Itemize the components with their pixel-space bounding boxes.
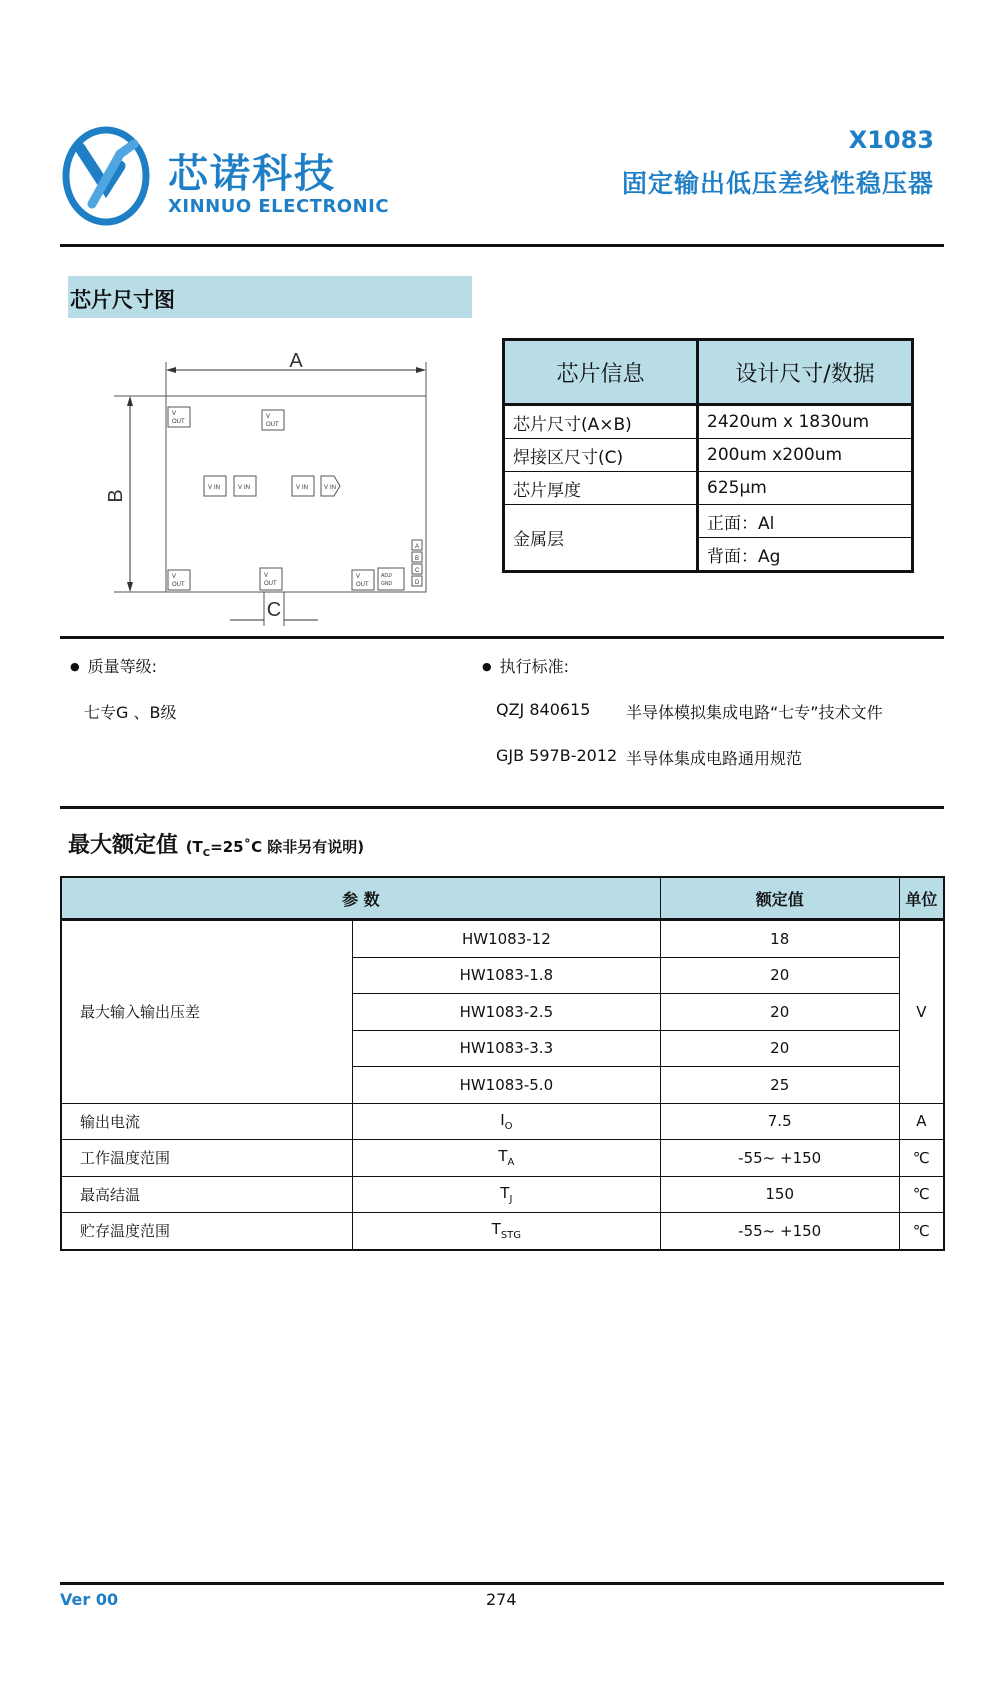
ratings-head-unit: 单位: [899, 877, 944, 920]
table-row: [504, 505, 913, 538]
pad-label: OUT: [356, 582, 369, 588]
brand-name-cn: 芯诺科技: [168, 151, 336, 197]
version-label: Ver 00: [60, 1590, 119, 1609]
ratings-unit: A: [899, 1103, 944, 1140]
corner-mark: B: [415, 556, 420, 562]
symbol-main: T: [500, 1183, 510, 1202]
pad-label: V: [172, 574, 177, 580]
table-row: [504, 405, 913, 439]
ratings-value: 7.5: [660, 1103, 899, 1140]
chip-info-label: 芯片厚度: [504, 472, 698, 505]
dim-label-a: A: [289, 350, 303, 372]
corner-mark: A: [415, 544, 420, 550]
pad-label: V: [264, 573, 269, 579]
table-row: [61, 920, 944, 958]
dim-label-c: C: [266, 599, 282, 621]
ratings-unit: ℃: [899, 1140, 944, 1177]
ratings-label: 最高结温: [61, 1176, 353, 1213]
part-number: X1083: [848, 126, 934, 154]
quality-title: ● 质量等级:: [70, 654, 157, 677]
chip-info-value: 625μm: [698, 472, 913, 505]
pad-label: V: [208, 485, 213, 491]
pad-label: IN: [330, 485, 336, 491]
pad-label: OUT: [172, 419, 185, 425]
quality-value: 七专G 、B级: [84, 703, 177, 722]
ratings-condition-sub: C: [202, 848, 211, 859]
ratings-table: [60, 876, 945, 1251]
footer-divider: [60, 1582, 944, 1585]
die-section-heading: [68, 276, 472, 318]
ratings-value: -55~ +150: [660, 1140, 899, 1177]
symbol-sub: J: [509, 1193, 513, 1205]
ratings-value: 18: [660, 920, 899, 958]
table-row: [61, 1213, 944, 1250]
ratings-label: 输出电流: [61, 1103, 353, 1140]
chip-info-label: 金属层: [504, 505, 698, 572]
ratings-label: 贮存温度范围: [61, 1213, 353, 1250]
pad-label: V: [324, 485, 329, 491]
ratings-value: 25: [660, 1067, 899, 1104]
ratings-group-label: 最大输入输出压差: [61, 920, 353, 1104]
symbol-main: T: [491, 1220, 501, 1239]
ratings-model: HW1083-5.0: [353, 1067, 661, 1104]
ratings-value: 150: [660, 1176, 899, 1213]
standard-desc: 半导体模拟集成电路“七专”技术文件: [626, 703, 883, 722]
chip-info-value: 2420um x 1830um: [698, 405, 913, 439]
standards-title: ● 执行标准:: [482, 654, 569, 677]
pad-label: OUT: [264, 581, 277, 587]
pad-label: ADJ/: [381, 573, 392, 579]
ratings-value: 20: [660, 957, 899, 994]
ratings-symbol: [353, 1213, 661, 1250]
pad-label: IN: [244, 485, 250, 491]
ratings-condition: [185, 838, 365, 859]
chip-info-value: 背面：Ag: [698, 538, 913, 572]
symbol-sub: O: [504, 1120, 513, 1132]
ratings-condition-pre: (T: [185, 838, 203, 856]
ratings-unit: ℃: [899, 1176, 944, 1213]
ratings-model: HW1083-12: [353, 920, 661, 958]
ratings-heading: [68, 828, 364, 859]
ratings-group-unit: V: [899, 920, 944, 1104]
section-divider: [60, 636, 944, 639]
pad-label: V: [356, 574, 361, 580]
header-divider: [60, 244, 944, 247]
section-divider: [60, 806, 944, 809]
table-row: [61, 1140, 944, 1177]
brand-name-en: XINNUO ELECTRONIC: [168, 196, 390, 217]
pad-label: V: [266, 414, 271, 420]
table-row: [504, 439, 913, 472]
dim-label-b: B: [105, 489, 127, 503]
die-diagram: [105, 340, 430, 621]
chip-info-label: 芯片尺寸(A×B): [504, 405, 698, 439]
ratings-head-param: 参 数: [61, 877, 660, 920]
chip-info-table: [502, 338, 914, 573]
ratings-symbol: [353, 1140, 661, 1177]
table-row: [61, 1103, 944, 1140]
ratings-header-row: [61, 877, 944, 920]
company-logo-icon: [62, 126, 150, 226]
ratings-value: 20: [660, 1030, 899, 1067]
pad-label: OUT: [266, 422, 279, 428]
ratings-model: HW1083-3.3: [353, 1030, 661, 1067]
symbol-sub: STG: [500, 1230, 522, 1242]
pad-label: V: [238, 485, 243, 491]
die-section-title: 芯片尺寸图: [70, 288, 175, 312]
ratings-condition-post: =25˚C 除非另有说明): [210, 838, 365, 856]
ratings-symbol: [353, 1176, 661, 1213]
pad-label: V: [296, 485, 301, 491]
ratings-title: 最大额定值: [68, 833, 179, 858]
ratings-value: 20: [660, 994, 899, 1031]
pad-label: IN: [214, 485, 220, 491]
table-row: [61, 1176, 944, 1213]
standard-code: QZJ 840615: [496, 700, 591, 719]
chip-info-value: 200um x200um: [698, 439, 913, 472]
ratings-head-value: 额定值: [660, 877, 899, 920]
symbol-main: I: [500, 1110, 505, 1129]
corner-mark: D: [415, 580, 420, 586]
ratings-symbol: [353, 1103, 661, 1140]
chip-info-header-row: [504, 340, 913, 405]
standard-code: GJB 597B-2012: [496, 746, 618, 765]
table-row: [504, 472, 913, 505]
chip-info-value: 正面：Al: [698, 505, 913, 538]
page-number: 274: [486, 1590, 517, 1609]
ratings-model: HW1083-2.5: [353, 994, 661, 1031]
symbol-sub: A: [507, 1157, 515, 1169]
document-subtitle: 固定输出低压差线性稳压器: [621, 169, 934, 198]
ratings-model: HW1083-1.8: [353, 957, 661, 994]
pad-label: IN: [302, 485, 308, 491]
pad-label: OUT: [172, 582, 185, 588]
symbol-main: T: [498, 1147, 508, 1166]
chip-info-head-col1: 芯片信息: [504, 340, 698, 405]
ratings-label: 工作温度范围: [61, 1140, 353, 1177]
standard-desc: 半导体集成电路通用规范: [626, 749, 803, 768]
chip-info-head-col2: 设计尺寸/数据: [698, 340, 913, 405]
chip-info-label: 焊接区尺寸(C): [504, 439, 698, 472]
corner-mark: C: [415, 568, 420, 574]
ratings-value: -55~ +150: [660, 1213, 899, 1250]
pad-label: GND: [381, 581, 393, 587]
ratings-unit: ℃: [899, 1213, 944, 1250]
pad-label: V: [172, 411, 177, 417]
